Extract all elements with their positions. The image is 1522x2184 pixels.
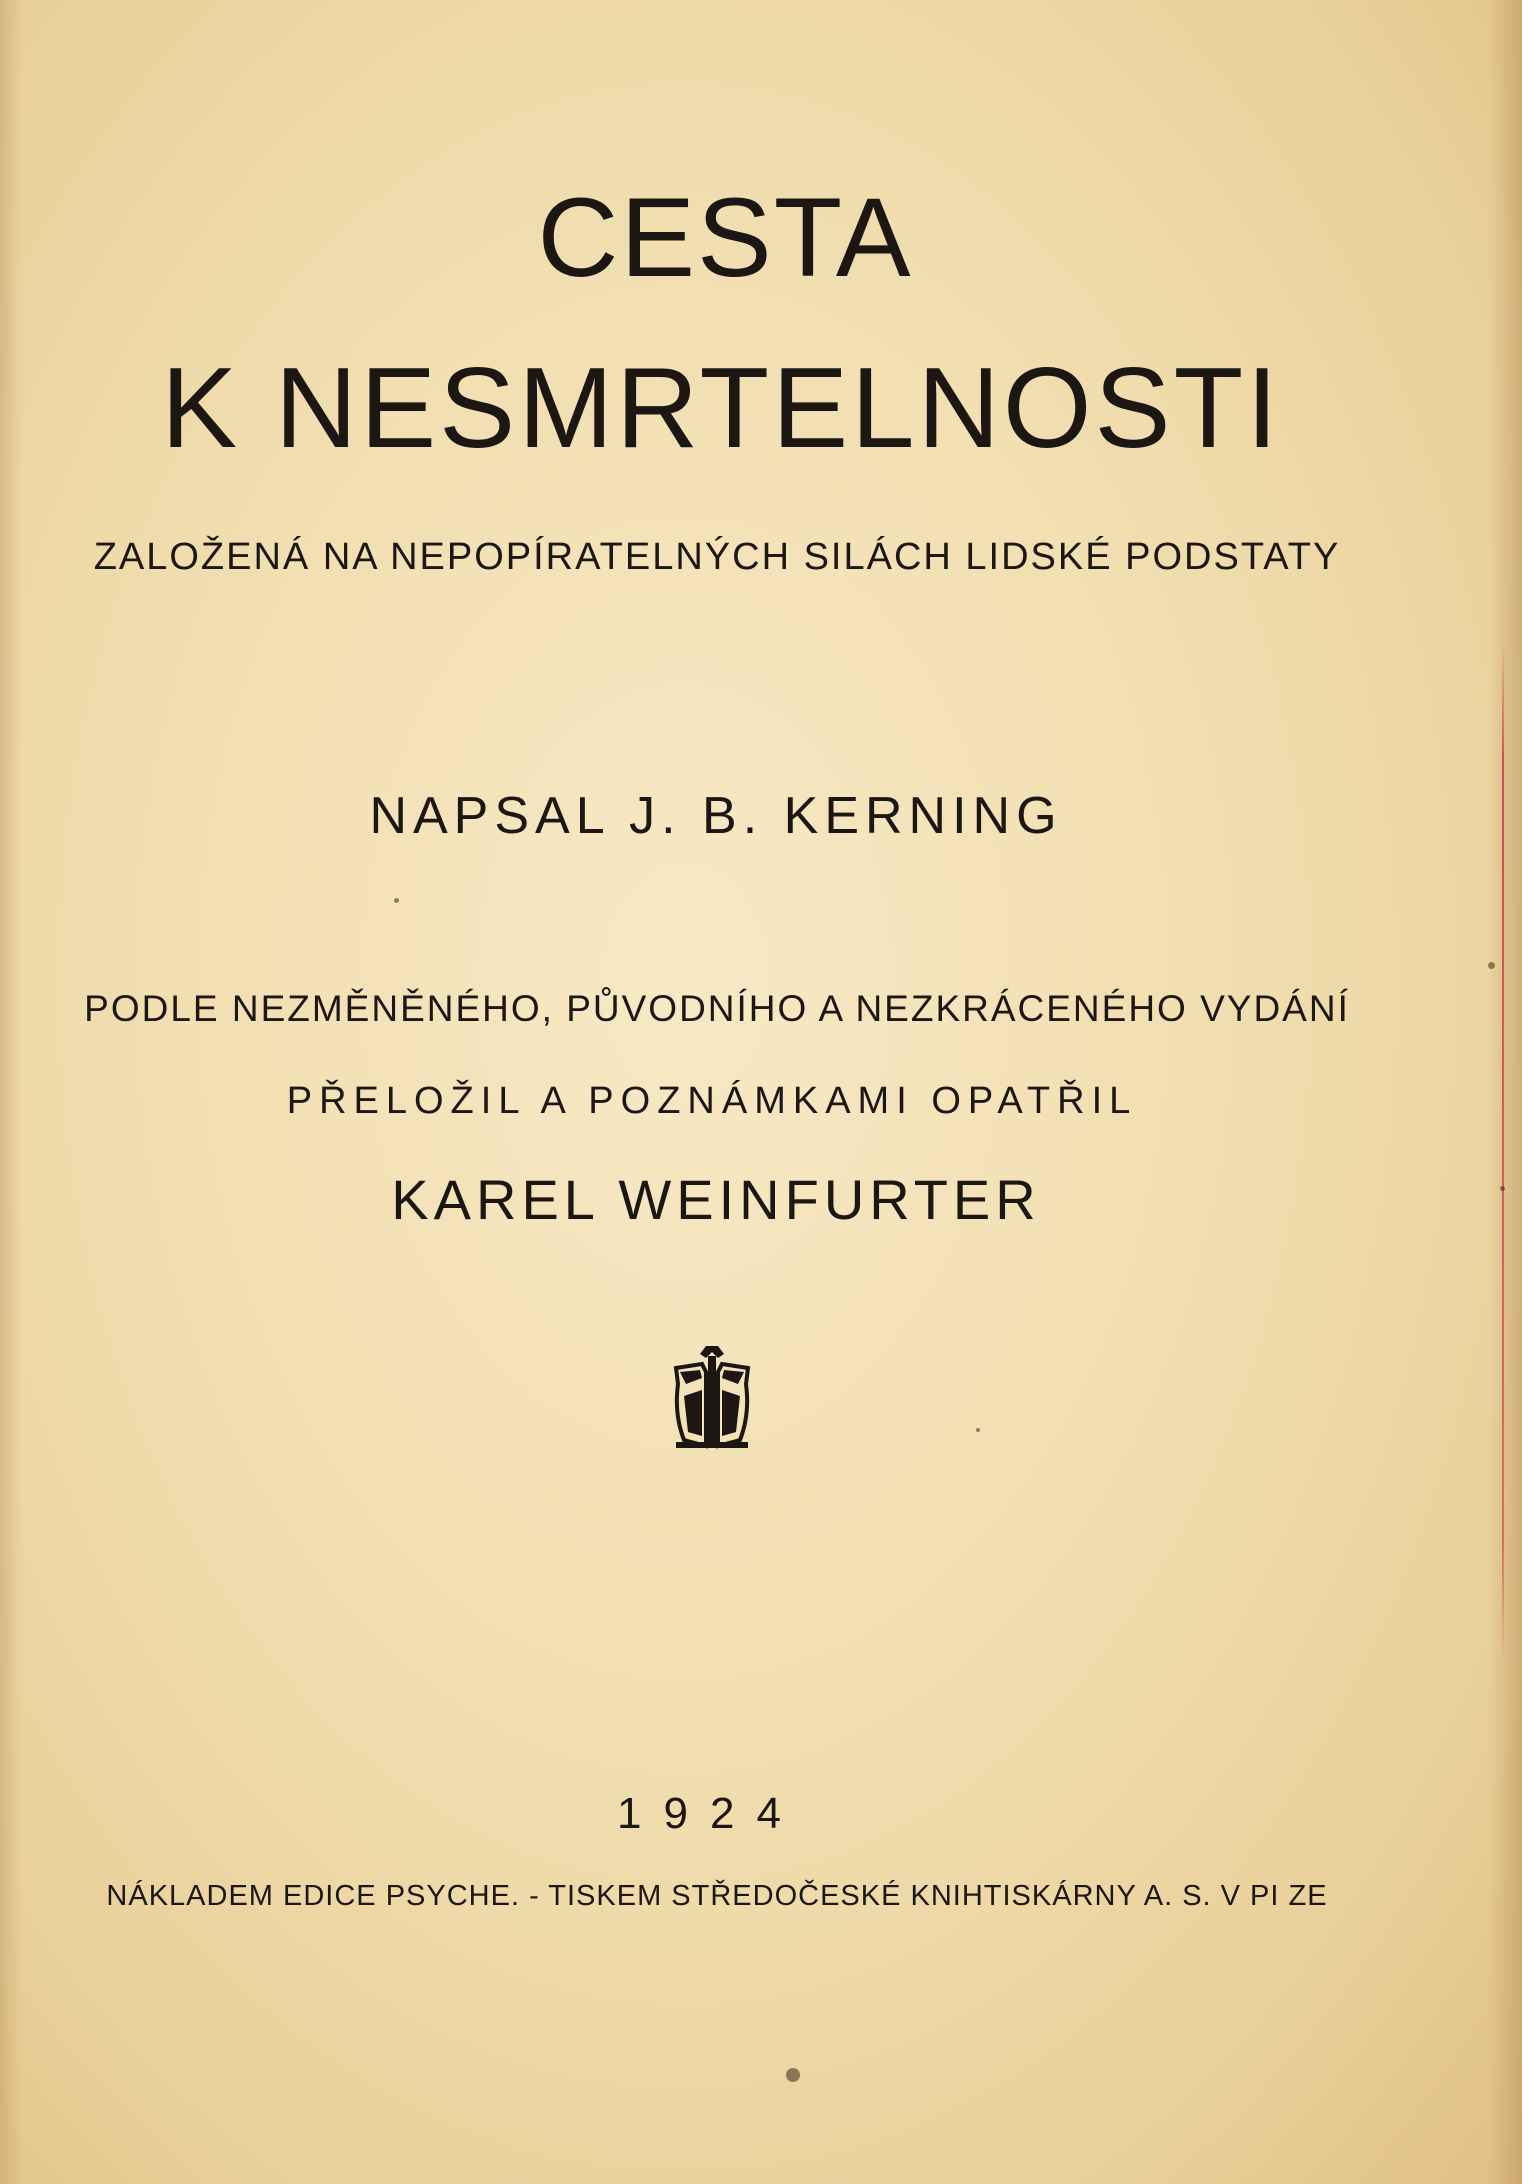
red-pencil-mark: [1502, 640, 1504, 1660]
book-title-line-1: CESTA: [537, 175, 913, 300]
paper-speck: [1488, 962, 1495, 969]
publisher-emblem-icon: [672, 1344, 752, 1452]
book-title-line-2: K NESMRTELNOSTI: [161, 345, 1281, 472]
paper-speck: [976, 1428, 980, 1432]
book-subtitle: ZALOŽENÁ NA NEPOPÍRATELNÝCH SILÁCH LIDSKÉ PODSTATY: [93, 536, 1341, 578]
translated-by-line: PŘELOŽIL A POZNÁMKAMI OPATŘIL: [286, 1080, 1138, 1122]
author-line: NAPSAL J. B. KERNING: [369, 787, 1063, 845]
page-edge-right: [1488, 0, 1522, 2184]
edition-note: PODLE NEZMĚNĚNÉHO, PŮVODNÍHO A NEZKRÁCENÉHO VYDÁNÍ: [84, 988, 1350, 1029]
translator-name: KAREL WEINFURTER: [391, 1168, 1041, 1231]
page-edge-left: [0, 0, 22, 2184]
publication-year: 1924: [617, 1789, 803, 1838]
paper-speck: [1500, 1186, 1505, 1191]
publisher-imprint: NÁKLADEM EDICE PSYCHE. - TISKEM STŘEDOČESKÉ KNIHTISKÁRNY A. S. V PI ZE: [106, 1880, 1328, 1912]
paper-speck: [786, 2068, 800, 2082]
paper-speck: [394, 898, 399, 903]
